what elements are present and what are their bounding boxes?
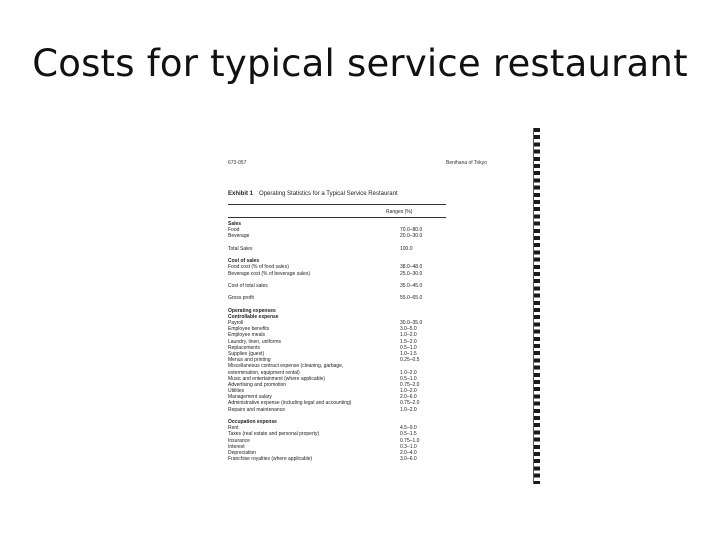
slide-title: Costs for typical service restaurant: [32, 42, 688, 85]
column-header: Ranges (%): [386, 209, 413, 215]
table-top-rule: [228, 204, 446, 205]
exhibit-title: Operating Statistics for a Typical Service Restaurant: [259, 191, 398, 197]
row-label: Cost of total sales: [228, 282, 268, 289]
row-value: 25.0–30.0: [400, 270, 423, 277]
row-label: Food: [228, 227, 240, 234]
row-label: Music and entertainment (where applicable): [228, 375, 325, 382]
row-label: Total Sales: [228, 245, 253, 252]
row-value: 30.0–35.0: [400, 320, 423, 326]
row-label: Administrative expense (including legal and accounting): [228, 400, 352, 407]
row-value: 55.0–65.0: [400, 295, 423, 302]
row-label: Sales: [228, 221, 242, 227]
row-label: Menus and printing: [228, 357, 271, 364]
row-label: Franchise royalties (where applicable): [228, 456, 313, 463]
row-value: 3.0–6.0: [400, 456, 417, 463]
row-value: 4.5–9.0: [400, 425, 417, 432]
spiral-binding: [534, 128, 540, 484]
row-label: Occupation expense: [228, 419, 277, 425]
row-label: Payroll: [228, 320, 244, 326]
row-value: 0.75–2.0: [400, 381, 420, 388]
table-header-rule: [228, 217, 446, 218]
row-value: 38.0–48.0: [400, 264, 423, 271]
row-value: 1.0–1.5: [400, 350, 417, 357]
row-label: Cost of sales: [228, 258, 260, 265]
row-label: Repairs and maintenance: [228, 406, 285, 413]
row-label: Beverage cost (% of beverage sales): [228, 270, 310, 277]
row-label: Beverage: [228, 233, 250, 240]
row-value: 1.0–2.0: [400, 406, 417, 413]
row-label: extermination, equipment rental): [228, 369, 300, 376]
row-label: Insurance: [228, 437, 250, 444]
row-value: 0.5–1.5: [400, 431, 417, 438]
row-label: Taxes (real estate and personal property): [228, 431, 320, 438]
case-title: Benihana of Tokyo: [446, 160, 488, 166]
row-label: Gross profit: [228, 295, 254, 302]
row-value: 3.0–5.0: [400, 326, 417, 333]
case-number: 673-057: [228, 160, 247, 166]
row-value: 35.0–45.0: [400, 282, 423, 289]
row-value: 70.0–80.0: [400, 227, 423, 234]
row-label: Interest: [228, 443, 245, 450]
row-value: 1.0–2.0: [400, 369, 417, 376]
row-label: Employee meals: [228, 332, 265, 339]
table-row: [228, 456, 458, 462]
exhibit-heading: [228, 191, 398, 197]
row-value: 1.0–2.0: [400, 388, 417, 395]
row-label: Rent: [228, 425, 239, 432]
row-value: 0.5–1.0: [400, 344, 417, 351]
row-value: 0.75–1.0: [400, 437, 420, 444]
row-label: Operating expenses: [228, 307, 276, 314]
statistics-table: [228, 221, 458, 462]
row-value: 0.3–1.0: [400, 443, 417, 450]
row-value: 2.0–6.0: [400, 394, 417, 401]
row-value: 1.5–2.0: [400, 338, 417, 345]
row-label: Supplies (guest): [228, 350, 265, 357]
row-label: Miscellaneous contract expense (cleaning, garbage,: [228, 363, 344, 370]
row-value: 0.25–0.5: [400, 357, 420, 364]
row-label: Food cost (% of food sales): [228, 264, 289, 271]
row-label: Laundry, linen, uniforms: [228, 338, 281, 345]
exhibit-label: Exhibit 1: [228, 191, 254, 197]
row-label: Utilities: [228, 388, 245, 395]
row-label: Employee benefits: [228, 326, 270, 333]
row-label: Depreciation: [228, 449, 257, 456]
row-value: 20.0–30.0: [400, 233, 423, 240]
row-value: 0.5–1.0: [400, 375, 417, 382]
row-label: Replacements: [228, 344, 260, 351]
row-label: Controllable expense: [228, 313, 279, 320]
row-label: Management salary: [228, 394, 272, 401]
row-value: 2.0–4.0: [400, 449, 417, 456]
row-value: 0.75–2.0: [400, 400, 420, 407]
scanned-document-image: [222, 128, 546, 484]
row-value: 1.0–2.0: [400, 332, 417, 339]
row-value: 100.0: [400, 245, 413, 252]
row-label: Advertising and promotion: [228, 381, 287, 388]
